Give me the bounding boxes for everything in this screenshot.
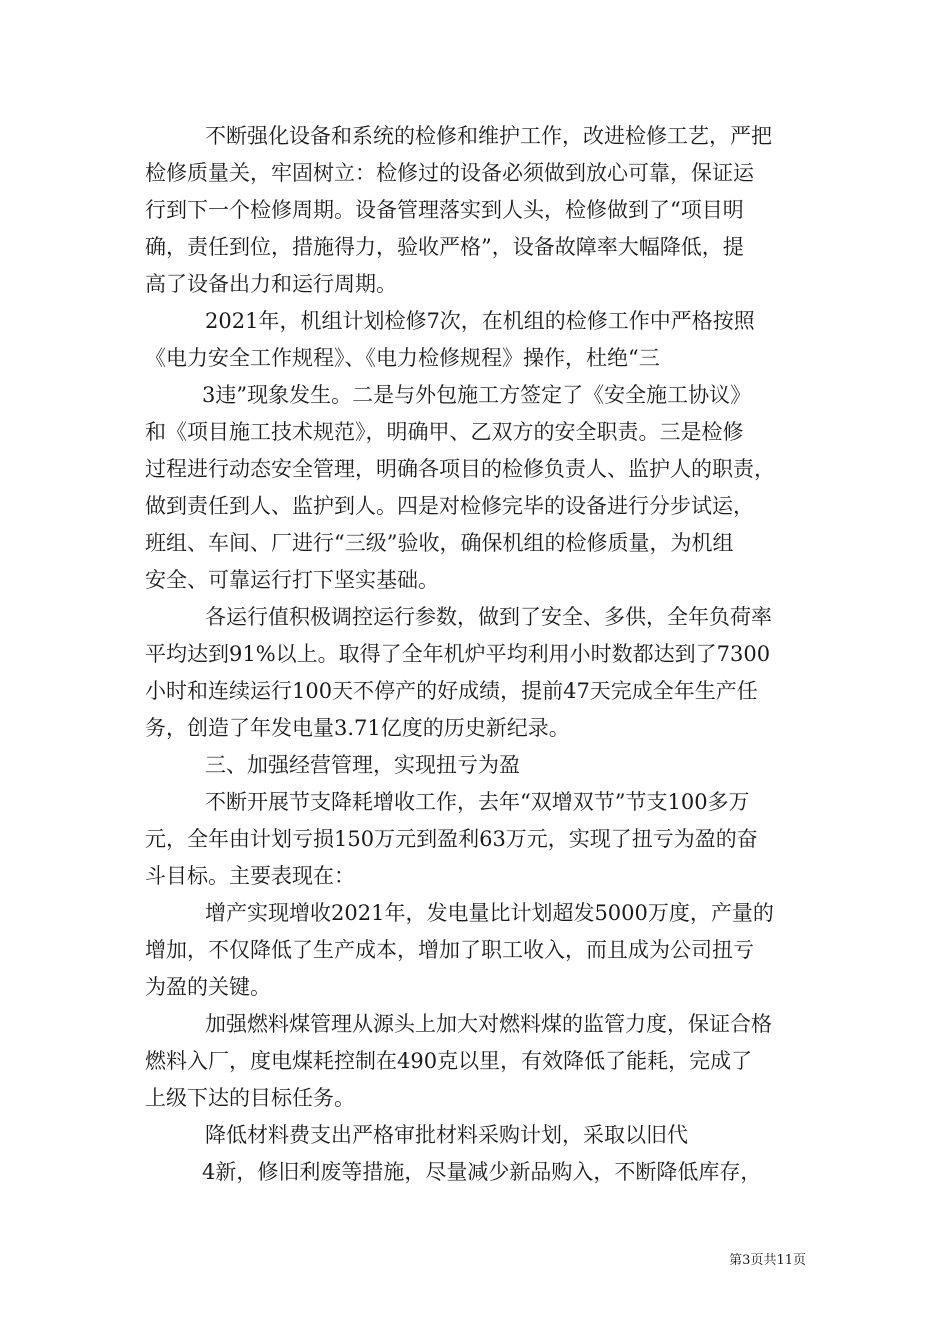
- text-line: 燃料入厂，度电煤耗控制在490克以里，有效降低了能耗，完成了: [145, 1049, 753, 1073]
- text-line: 不断开展节支降耗增收工作，去年“双增双节”节支100多万: [205, 790, 750, 814]
- text-line: 三、加强经营管理，实现扭亏为盈: [205, 753, 520, 777]
- text-line: 高了设备出力和运行周期。: [145, 272, 397, 296]
- text-line: 做到责任到人、监护到人。四是对检修完毕的设备进行分步试运，: [145, 494, 754, 518]
- text-line: 检修质量关，牢固树立：检修过的设备必须做到放心可靠，保证运: [145, 161, 754, 185]
- text-line: 《电力安全工作规程》、《电力检修规程》操作，杜绝“三: [145, 346, 660, 370]
- text-line: 确，责任到位，措施得力，验收严格”，设备故障率大幅降低，提: [145, 235, 744, 259]
- text-line: 2021年，机组计划检修7次，在机组的检修工作中严格按照: [205, 309, 755, 333]
- text-line: 不断强化设备和系统的检修和维护工作，改进检修工艺，严把: [205, 124, 772, 148]
- document-body: [145, 118, 807, 1191]
- text-line: 斗目标。主要表现在：: [145, 864, 355, 888]
- text-line: 过程进行动态安全管理，明确各项目的检修负责人、监护人的职责，: [145, 457, 775, 481]
- text-line: 3违”现象发生。二是与外包施工方签定了《安全施工协议》: [202, 383, 752, 407]
- text-line: 平均达到91%以上。取得了全年机炉平均利用小时数都达到了7300: [145, 642, 771, 666]
- text-line: 安全、可靠运行打下坚实基础。: [145, 568, 439, 592]
- text-line: 加强燃料煤管理从源头上加大对燃料煤的监管力度，保证合格: [205, 1012, 772, 1036]
- text-line: 增加，不仅降低了生产成本，增加了职工收入，而且成为公司扭亏: [145, 938, 754, 962]
- text-line: 行到下一个检修周期。设备管理落实到人头，检修做到了“项目明: [145, 198, 744, 222]
- text-line: 小时和连续运行100天不停产的好成绩，提前47天完成全年生产任: [145, 679, 758, 703]
- text-line: 增产实现增收2021年，发电量比计划超发5000万度，产量的: [205, 901, 774, 925]
- text-line: 降低材料费支出严格审批材料采购计划，采取以旧代: [205, 1123, 688, 1147]
- text-line: 上级下达的目标任务。: [145, 1086, 355, 1110]
- text-line: 元，全年由计划亏损150万元到盈利63万元，实现了扭亏为盈的奋: [145, 827, 758, 851]
- text-line: 各运行值积极调控运行参数，做到了安全、多供，全年负荷率: [205, 605, 772, 629]
- text-line: 4新，修旧利废等措施，尽量减少新品购入，不断降低库存，: [202, 1160, 762, 1184]
- page-number-footer: 第3页共11页: [729, 1253, 806, 1268]
- text-line: 务，创造了年发电量3.71亿度的历史新纪录。: [145, 716, 570, 740]
- text-line: 班组、车间、厂进行“三级”验收，确保机组的检修质量，为机组: [145, 531, 734, 555]
- text-line: 为盈的关键。: [145, 975, 271, 999]
- text-line: 和《项目施工技术规范》，明确甲、乙双方的安全职责。三是检修: [145, 420, 744, 444]
